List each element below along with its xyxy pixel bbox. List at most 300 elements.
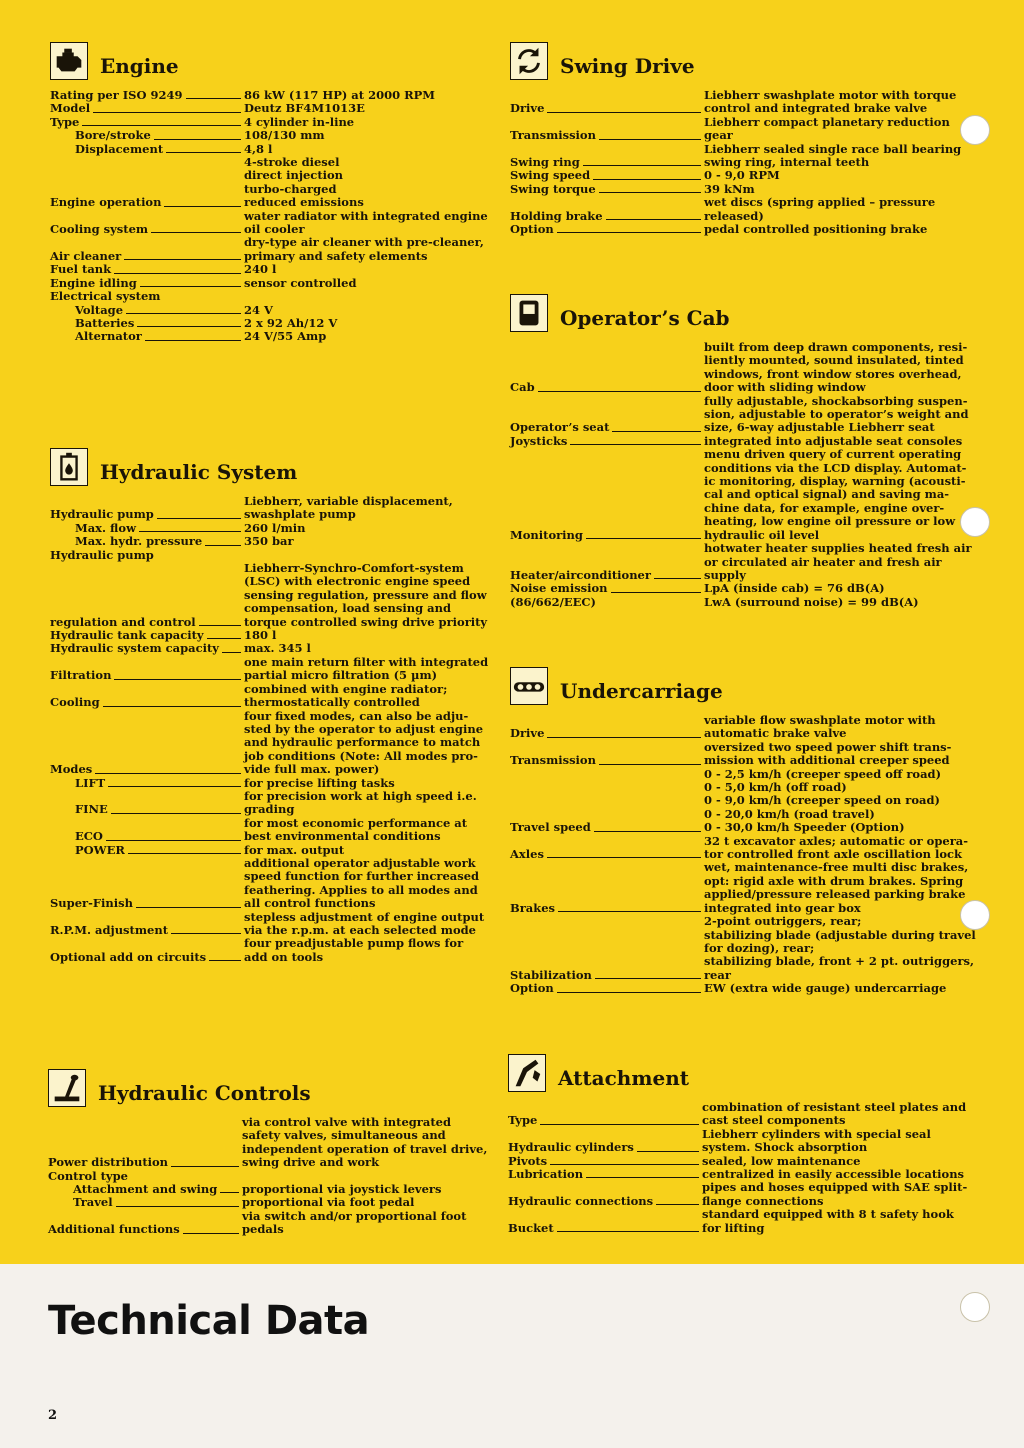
spec-value <box>242 1183 488 1196</box>
spec-list <box>510 340 972 609</box>
spec-label-cell <box>508 1128 702 1155</box>
spec-value-line: Liebherr compact planetary reduction <box>704 114 950 129</box>
leader-line <box>547 112 701 113</box>
spec-value-line: for max. output <box>244 842 345 857</box>
spec-value <box>704 196 950 223</box>
spec-label-cell <box>510 835 704 862</box>
spec-value <box>702 1128 948 1155</box>
spec-list <box>510 713 976 996</box>
spec-label-cell <box>510 448 704 542</box>
spec-label: Attachment and swing <box>73 1182 218 1197</box>
binder-hole <box>960 900 990 930</box>
undercarriage-section <box>510 667 976 996</box>
leader-line <box>599 192 701 193</box>
spec-value <box>244 562 490 629</box>
section-title: Engine <box>100 54 179 78</box>
spec-row <box>48 1183 488 1196</box>
spec-row <box>510 141 962 170</box>
spec-value <box>244 102 490 115</box>
leader-line <box>654 578 701 579</box>
spec-label-cell <box>510 116 704 143</box>
section-header <box>510 294 950 330</box>
section-header <box>50 42 490 78</box>
spec-value-line: sensor controlled <box>244 275 357 290</box>
spec-label: Brakes <box>510 900 555 915</box>
spec-value <box>244 236 490 263</box>
spec-value-line: centralized in easily accessible locations <box>702 1167 965 1182</box>
leader-line <box>140 286 241 287</box>
spec-row <box>508 1155 948 1168</box>
binder-hole <box>960 507 990 537</box>
spec-value-line: size, 6-way adjustable Liebherr seat <box>704 420 935 435</box>
spec-row <box>510 914 976 982</box>
spec-value-line: additional operator adjustable work <box>244 855 476 870</box>
spec-value <box>704 448 966 542</box>
spec-label-cell <box>50 236 244 263</box>
engine-section <box>50 42 490 344</box>
spec-value-line: mission with additional creeper speed <box>704 753 950 768</box>
spec-value <box>244 777 490 790</box>
spec-row <box>50 656 490 683</box>
spec-label: Bore/stroke <box>75 128 151 143</box>
leader-line <box>166 152 241 153</box>
spec-label: Transmission <box>510 128 596 143</box>
spec-value-line: proportional via joystick levers <box>242 1182 442 1197</box>
spec-label-cell <box>48 1196 242 1209</box>
spec-row <box>50 143 490 156</box>
spec-label-cell <box>50 817 244 844</box>
spec-value-line: oil cooler <box>244 222 305 237</box>
spec-row <box>50 522 490 535</box>
spec-row <box>508 1180 968 1208</box>
spec-value-line: Liebherr, variable displacement, <box>244 494 453 508</box>
spec-value <box>704 542 972 582</box>
spec-value <box>244 522 490 535</box>
spec-value-line: flange connections <box>702 1193 824 1208</box>
spec-label-cell <box>50 937 244 964</box>
spec-label: Hydraulic cylinders <box>508 1140 634 1155</box>
spec-value-line: for most economic performance at <box>244 815 468 830</box>
spec-label-cell <box>50 857 244 911</box>
spec-value <box>242 1116 488 1170</box>
spec-value-line: for dozing), rear; <box>704 940 815 955</box>
spec-label-cell <box>50 129 244 142</box>
spec-row <box>50 937 490 964</box>
leader-line <box>128 853 241 854</box>
spec-row <box>510 340 968 395</box>
spec-label: Cooling <box>50 695 100 710</box>
spec-value <box>244 683 490 710</box>
spec-label: Lubrication <box>508 1167 584 1182</box>
spec-value-line: for lifting <box>702 1220 765 1235</box>
spec-label: Batteries <box>75 315 135 330</box>
spec-value-line: best environmental conditions <box>244 829 441 844</box>
spec-label: Optional add on circuits <box>50 949 207 964</box>
spec-value-line: via control valve with integrated <box>242 1115 451 1129</box>
spec-value-line: 24 V <box>244 302 273 317</box>
leader-line <box>595 978 701 979</box>
spec-row <box>50 210 490 237</box>
spec-value-line: water radiator with integrated engine <box>244 208 488 223</box>
spec-label: Alternator <box>75 329 142 344</box>
spec-value-line: oversized two speed power shift trans- <box>704 739 952 754</box>
spec-label: R.P.M. adjustment <box>50 923 169 937</box>
spec-value <box>244 263 490 276</box>
spec-label-group <box>510 582 608 609</box>
section-title: Attachment <box>558 1066 689 1090</box>
leader-line <box>593 179 701 180</box>
spec-value <box>704 582 950 609</box>
spec-value-line: sted by the operator to adjust engine <box>244 721 484 736</box>
spec-value <box>704 768 950 835</box>
swing-drive-section <box>510 42 962 237</box>
spec-value-line: 0 - 2,5 km/h (creeper speed off road) <box>704 766 942 781</box>
spec-value-line: hydraulic oil level <box>704 527 820 542</box>
spec-value-line: torque controlled swing drive priority <box>244 614 488 629</box>
spec-label-cell <box>50 277 244 290</box>
spec-row <box>50 263 490 276</box>
spec-row <box>510 169 950 182</box>
spec-label: Drive <box>510 101 545 116</box>
spec-value-line: four fixed modes, can also be adju- <box>244 708 469 723</box>
leader-line <box>550 1164 699 1165</box>
spec-value-line: via switch and/or proportional foot <box>242 1208 467 1223</box>
spec-row <box>510 541 972 582</box>
rotation-arrows-icon <box>510 42 548 80</box>
spec-value-line: stabilizing blade, front + 2 pt. outriggers, <box>704 954 974 969</box>
spec-value-line: hotwater heater supplies heated fresh air <box>704 541 972 556</box>
spec-label: Additional functions <box>48 1222 180 1237</box>
leader-line <box>183 1233 239 1234</box>
spec-label-cell <box>50 263 244 276</box>
leader-line <box>611 592 701 593</box>
spec-value <box>704 435 962 448</box>
leader-line <box>540 1124 699 1125</box>
spec-value <box>704 183 950 196</box>
spec-value <box>244 549 490 562</box>
spec-value-line: pedals <box>242 1222 284 1237</box>
leader-line <box>594 831 701 832</box>
spec-value-line: 0 - 5,0 km/h (off road) <box>704 780 847 795</box>
leader-line <box>547 857 701 858</box>
spec-label: Filtration <box>50 668 112 683</box>
spec-row <box>50 102 490 115</box>
spec-label: Cooling system <box>50 222 149 237</box>
spec-label: Engine idling <box>50 275 137 290</box>
spec-label-cell <box>50 330 244 343</box>
spec-value-line: Liebherr cylinders with special seal <box>702 1126 931 1141</box>
spec-row <box>508 1128 948 1155</box>
spec-value-line: 4,8 l <box>244 141 273 156</box>
leader-line <box>199 625 241 626</box>
spec-row <box>510 982 950 995</box>
spec-label-cell <box>50 656 244 683</box>
spec-label-cell <box>508 1101 702 1128</box>
leader-line <box>558 911 701 912</box>
spec-value <box>704 116 950 143</box>
leader-line <box>220 1192 239 1193</box>
spec-label: Hydraulic tank capacity <box>50 628 204 643</box>
leader-line <box>599 139 701 140</box>
spec-value <box>244 330 490 343</box>
spec-label-cell <box>50 522 244 535</box>
spec-value-line: 39 kNm <box>704 181 755 196</box>
section-title: Swing Drive <box>560 54 695 78</box>
spec-row <box>510 116 950 143</box>
spec-label: Hydraulic pump <box>50 507 154 522</box>
spec-label: Swing ring <box>510 155 580 170</box>
leader-line <box>186 98 242 99</box>
spec-row <box>48 1210 488 1237</box>
spec-value-line: EW (extra wide gauge) undercarriage <box>704 981 947 996</box>
spec-value-line: sion, adjustable to operator’s weight and <box>704 407 969 422</box>
spec-value-line: all control functions <box>244 896 376 911</box>
spec-value-line: 260 l/min <box>244 520 306 535</box>
spec-value <box>244 817 490 844</box>
spec-row <box>50 495 490 522</box>
spec-value-line: gear <box>704 128 733 143</box>
leader-line <box>557 992 701 993</box>
spec-row <box>510 433 963 448</box>
spec-label: Type <box>508 1113 538 1128</box>
spec-label: Travel <box>73 1195 113 1210</box>
spec-row <box>50 277 490 290</box>
leader-line <box>637 1151 699 1152</box>
spec-row <box>510 447 967 542</box>
spec-row <box>508 1167 965 1182</box>
leader-line <box>154 139 241 140</box>
spec-value-line: and hydraulic performance to match <box>244 735 481 750</box>
spec-value-line: wet discs (spring applied – pressure <box>704 195 936 210</box>
spec-row <box>50 562 490 629</box>
spec-row <box>50 304 490 317</box>
spec-value <box>244 129 490 142</box>
spec-value <box>704 169 950 182</box>
leader-line <box>145 340 241 341</box>
spec-value-line: conditions via the LCD display. Automat- <box>704 460 967 475</box>
cab-icon <box>510 294 548 332</box>
spec-row <box>50 129 490 142</box>
spec-value-line: 24 V/55 Amp <box>244 329 327 344</box>
spec-value-line: four preadjustable pump flows for <box>244 936 464 951</box>
spec-value-line: 350 bar <box>244 534 294 549</box>
spec-label-cell <box>50 290 244 303</box>
spec-label: Engine operation <box>50 195 162 210</box>
spec-value-line: add on tools <box>244 949 324 964</box>
spec-label-cell <box>50 102 244 115</box>
page-title: Technical Data <box>48 1298 370 1344</box>
spec-row <box>50 156 490 210</box>
spec-value-line: ic monitoring, display, warning (acousti- <box>704 474 966 489</box>
spec-row <box>508 1207 954 1235</box>
spec-label-sub: (86/662/EEC) <box>510 594 596 609</box>
leader-line <box>114 679 241 680</box>
spec-value <box>704 89 956 116</box>
spec-row <box>50 89 490 102</box>
spec-value <box>704 861 968 915</box>
leader-line <box>205 545 241 546</box>
spec-label-cell <box>48 1170 242 1183</box>
spec-label-cell <box>508 1168 702 1181</box>
spec-value-line: dry-type air cleaner with pre-cleaner, <box>244 235 484 250</box>
leader-line <box>570 444 701 445</box>
spec-value-line: max. 345 l <box>244 641 311 656</box>
spec-label: Control type <box>48 1168 128 1183</box>
spec-value-line: primary and safety elements <box>244 248 428 263</box>
spec-row <box>50 683 490 710</box>
spec-value-line: LpA (inside cab) = 76 dB(A) <box>704 581 885 596</box>
spec-row <box>50 549 490 562</box>
spec-row <box>508 1100 967 1128</box>
leader-line <box>111 813 241 814</box>
leader-line <box>164 206 241 207</box>
spec-label-cell <box>508 1181 702 1208</box>
leader-line <box>139 531 241 532</box>
spec-label-cell <box>510 915 704 982</box>
spec-label-cell <box>50 317 244 330</box>
spec-label-cell <box>510 89 704 116</box>
spec-row <box>50 790 490 817</box>
joystick-icon <box>48 1069 86 1107</box>
spec-value-line: 2-point outriggers, rear; <box>704 914 862 929</box>
spec-label: Voltage <box>75 302 124 317</box>
spec-label: Noise emission <box>510 581 608 596</box>
spec-value-line: feathering. Applies to all modes and <box>244 882 478 897</box>
spec-value-line: fully adjustable, shockabsorbing suspen- <box>704 393 968 408</box>
spec-value <box>244 143 490 156</box>
spec-label: Operator’s seat <box>510 420 610 435</box>
spec-row <box>510 714 950 741</box>
spec-value-line: 240 l <box>244 262 277 277</box>
spec-value-line: reduced emissions <box>244 195 364 210</box>
leader-line <box>103 706 241 707</box>
spec-label: FINE <box>75 802 108 817</box>
spec-label-cell <box>508 1155 702 1168</box>
spec-label-cell <box>48 1183 242 1196</box>
spec-value-line: LwA (surround noise) = 99 dB(A) <box>704 594 919 609</box>
spec-list <box>508 1100 968 1235</box>
spec-value-line: 0 - 20,0 km/h (road travel) <box>704 806 875 821</box>
spec-label-cell <box>50 790 244 817</box>
spec-value-line: Deutz BF4M1013E <box>244 101 365 116</box>
spec-value <box>704 741 951 768</box>
spec-label-cell <box>510 861 704 915</box>
leader-line <box>171 933 241 934</box>
spec-value <box>704 915 976 982</box>
leader-line <box>586 1177 699 1178</box>
spec-label-cell <box>510 768 704 835</box>
leader-line <box>106 840 241 841</box>
spec-row <box>510 88 957 116</box>
spec-value-line: for precise lifting tasks <box>244 775 395 790</box>
leader-line <box>114 273 241 274</box>
spec-value-line: via the r.p.m. at each selected mode <box>244 923 476 937</box>
spec-label-cell <box>510 714 704 741</box>
spec-label-cell <box>50 629 244 642</box>
spec-label: Stabilization <box>510 967 592 982</box>
spec-label: Power distribution <box>48 1155 169 1170</box>
spec-label: Travel speed <box>510 820 591 835</box>
spec-value-line: swing drive and work <box>242 1155 380 1170</box>
spec-list <box>50 495 490 964</box>
spec-value <box>244 495 490 522</box>
leader-line <box>151 232 241 233</box>
section-title: Operator’s Cab <box>560 306 730 330</box>
leader-line <box>599 764 701 765</box>
spec-value-line: cast steel components <box>702 1113 846 1128</box>
spec-label: Model <box>50 101 91 116</box>
spec-value <box>704 395 969 435</box>
spec-label-cell <box>48 1210 242 1237</box>
leader-line <box>136 907 241 908</box>
spec-value-line: automatic brake valve <box>704 726 847 741</box>
spec-value <box>244 210 490 237</box>
leader-line <box>656 1204 699 1205</box>
spec-value-line: one main return filter with integrated <box>244 654 489 669</box>
spec-value-line: (LSC) with electronic engine speed <box>244 574 471 589</box>
leader-line <box>157 518 241 519</box>
section-title: Undercarriage <box>560 679 723 703</box>
spec-value <box>244 642 490 655</box>
spec-label: Swing torque <box>510 181 596 196</box>
spec-value <box>242 1170 488 1183</box>
spec-label: Axles <box>510 847 544 862</box>
spec-value-line: menu driven query of current operating <box>704 447 962 462</box>
spec-value <box>244 304 490 317</box>
spec-value-line: system. Shock absorption <box>702 1140 868 1155</box>
spec-label: Fuel tank <box>50 262 112 277</box>
spec-label-cell <box>50 549 244 562</box>
spec-value-line: integrated into adjustable seat consoles <box>704 433 963 448</box>
leader-line <box>95 773 241 774</box>
spec-value <box>244 277 490 290</box>
engine-icon <box>50 42 88 80</box>
spec-label: Swing speed <box>510 168 591 183</box>
spec-value-line: independent operation of travel drive, <box>242 1141 488 1156</box>
spec-label-cell <box>50 562 244 629</box>
spec-label-cell <box>48 1116 242 1170</box>
spec-row <box>50 911 490 938</box>
spec-value-line: vide full max. power) <box>244 762 380 777</box>
spec-label-cell <box>50 911 244 938</box>
spec-value-line: 2 x 92 Ah/12 V <box>244 315 338 330</box>
spec-value-line: standard equipped with 8 t safety hook <box>702 1207 954 1222</box>
spec-label-cell <box>510 169 704 182</box>
spec-value-line: 0 - 30,0 km/h Speeder (Option) <box>704 820 905 835</box>
spec-value-line: chine data, for example, engine over- <box>704 500 945 515</box>
leader-line <box>222 652 241 653</box>
spec-label: Option <box>510 222 554 237</box>
spec-row <box>510 768 950 835</box>
leader-line <box>207 638 241 639</box>
oil-tank-icon <box>50 448 88 486</box>
spec-row <box>50 857 490 911</box>
spec-label-cell <box>50 210 244 237</box>
spec-label: Hydraulic pump <box>50 547 154 562</box>
spec-label: POWER <box>75 842 125 857</box>
spec-value <box>244 844 490 857</box>
spec-row <box>50 535 490 548</box>
spec-value <box>242 1210 488 1237</box>
spec-label-cell <box>510 341 704 395</box>
spec-value-line: pedal controlled positioning brake <box>704 222 928 237</box>
spec-value-line: speed function for further increased <box>244 869 480 884</box>
spec-row <box>510 183 950 196</box>
page-number: 2 <box>48 1408 58 1423</box>
leader-line <box>137 326 241 327</box>
spec-label: Super-Finish <box>50 896 133 911</box>
spec-label-cell <box>508 1208 702 1235</box>
